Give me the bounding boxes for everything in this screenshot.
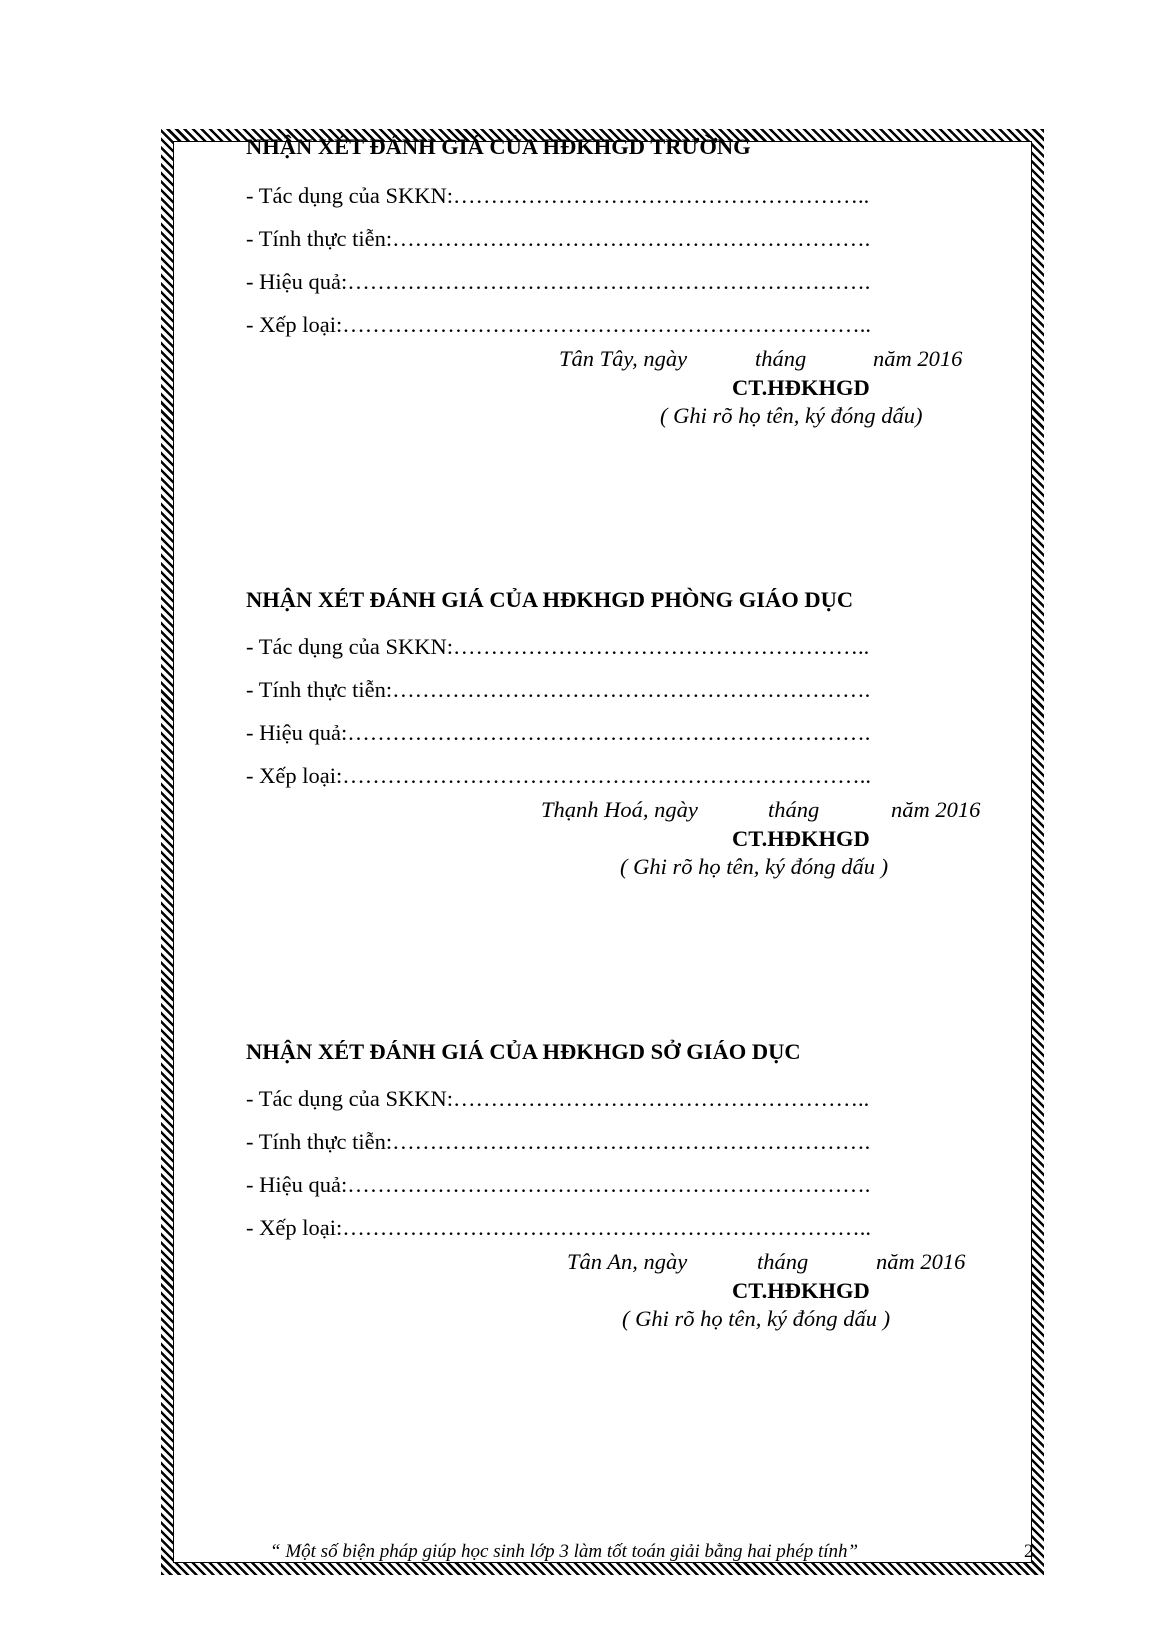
- field-xep-loai: - Xếp loại:……………………………………………………………..: [246, 763, 871, 788]
- date-month: tháng: [768, 797, 820, 822]
- signer-note: ( Ghi rõ họ tên, ký đóng dấu ): [622, 1306, 891, 1331]
- field-tinh-thuc-tien: - Tính thực tiễn:……………………………………………………….: [246, 677, 871, 702]
- date-year: năm 2016: [876, 1249, 966, 1274]
- date-place: Tân Tây, ngày: [559, 346, 688, 371]
- field-hieu-qua: - Hiệu quả:…………………………………………………………….: [246, 269, 871, 294]
- field-xep-loai: - Xếp loại:……………………………………………………………..: [246, 1215, 871, 1240]
- date-month: tháng: [757, 1249, 809, 1274]
- date-year: năm 2016: [891, 797, 981, 822]
- signer-note: ( Ghi rõ họ tên, ký đóng dấu ): [620, 854, 889, 879]
- page-number: 2: [1024, 1541, 1034, 1562]
- section-heading: NHẬN XÉT ĐÁNH GIÁ CỦA HĐKHGD PHÒNG GIÁO DỤC: [246, 587, 854, 612]
- date-month: tháng: [755, 346, 807, 371]
- section-heading: NHẬN XÉT ĐÁNH GIÁ CỦA HĐKHGD TRƯỜNG: [246, 134, 751, 159]
- signer-title: CT.HĐKHGD: [732, 375, 870, 400]
- signer-note: ( Ghi rõ họ tên, ký đóng dấu): [660, 403, 923, 428]
- field-hieu-qua: - Hiệu quả:…………………………………………………………….: [246, 1172, 871, 1197]
- field-xep-loai: - Xếp loại:……………………………………………………………..: [246, 312, 871, 337]
- field-tac-dung: - Tác dụng của SKKN:………………………………………………..: [246, 183, 870, 208]
- field-tac-dung: - Tác dụng của SKKN:………………………………………………..: [246, 1086, 870, 1111]
- field-tinh-thuc-tien: - Tính thực tiễn:……………………………………………………….: [246, 226, 871, 251]
- section-heading: NHẬN XÉT ĐÁNH GIÁ CỦA HĐKHGD SỞ GIÁO DỤC: [246, 1039, 801, 1064]
- date-place: Tân An, ngày: [567, 1249, 688, 1274]
- date-place: Thạnh Hoá, ngày: [541, 797, 698, 822]
- field-tinh-thuc-tien: - Tính thực tiễn:……………………………………………………….: [246, 1129, 871, 1154]
- footer-title: “ Một số biện pháp giúp học sinh lớp 3 làm tốt toán giải bằng hai phép tính”: [270, 1541, 859, 1562]
- signer-title: CT.HĐKHGD: [732, 1278, 870, 1303]
- field-hieu-qua: - Hiệu quả:…………………………………………………………….: [246, 720, 871, 745]
- date-year: năm 2016: [873, 346, 963, 371]
- field-tac-dung: - Tác dụng của SKKN:………………………………………………..: [246, 634, 870, 659]
- signer-title: CT.HĐKHGD: [732, 826, 870, 851]
